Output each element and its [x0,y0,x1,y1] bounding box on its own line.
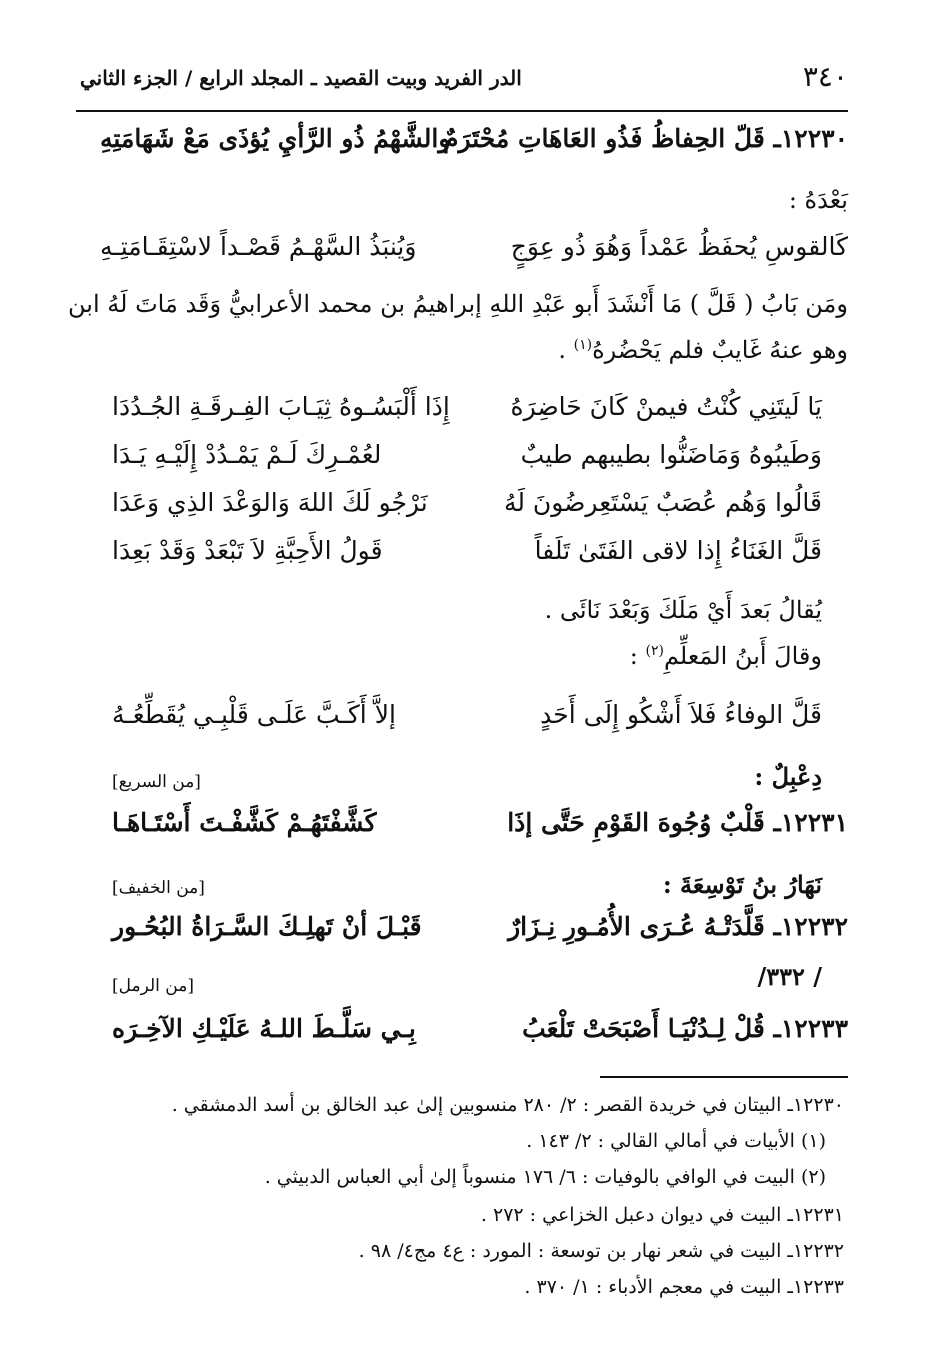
stanza-2-hemistich-2: لعُمْـرِكَ لَـمْ يَمْـدُدْ إِلَيْـهِ يَـدَا [112,440,382,469]
footnote: ١٢٢٣٣ـ البيت في معجم الأدباء : ١/ ٣٧٠ . [524,1276,844,1298]
verse-12232-hemistich-1: ١٢٢٣٢ـ قَلَّدَتْـهُ عُـرَى الأُمُـورِ نِـزَارٌ [508,912,848,941]
stanza-1-hemistich-2: إِذَا أَلْبَسُـوهُ ثِيَـابَ الفِـرقَـةِ الجُـدُدَا [112,392,450,421]
stanza-3-hemistich-1: قَالُوا وَهُم عُصَبٌ يَسْتَعِرضُونَ لَهُ [503,488,822,517]
stanza-2-hemistich-1: وَطَيبُوهُ وَمَاضَنُّوا بطيبهم طيبٌ [520,440,822,469]
after-label: بَعْدَهُ : [788,186,848,214]
ibn-muallim-colon: : [629,642,646,670]
running-title: الدر الفريد وبيت القصيد ـ المجلد الرابع / الجزء الثاني [80,66,522,90]
verse-12230-hemistich-2: والشَّهْمُ ذُو الرَّأيِ يُؤذَى مَعْ شَهَامَتِهِ [100,124,451,153]
footnote: ١٢٢٣٠ـ البيتان في خريدة القصر : ٢/ ٢٨٠ منسوبين إلىٰ عبد الخالق بن أسد الدمشقي . [171,1094,844,1116]
footnote-ref-2: (٢) [645,643,664,659]
stanza-1-hemistich-1: يَا لَيتَنِي كُنْتُ فيمنْ كَانَ حَاضِرَهُ [510,392,822,421]
folio-marker: / ٣٣٢/ [757,962,822,991]
prose-line-2-end: . [558,336,574,364]
verse-wafa-hemistich-2: إلاَّ أَكَـبَّ عَلَـى قَلْبِـي يُقَطِّعُـهُ [112,700,396,729]
yuqal-line: يُقالُ بَعدَ أَيْ مَلَكَ وَبَعْدَ نَائَى . [544,596,822,624]
meter-12232: [من الخفيف] [112,878,205,898]
footnote: ١٢٢٣٢ـ البيت في شعر نهار بن توسعة : المورد : ع٤ مج٤/ ٩٨ . [358,1240,844,1262]
header-rule [76,110,848,112]
verse-12230-hemistich-1: ١٢٢٣٠ـ قَلّ الحِفاظُ فَذُو العَاهَاتِ مُحْتَرَمٌ [442,124,848,153]
page-number: ٣٤٠ [802,60,848,93]
verse-12231-hemistich-1: ١٢٢٣١ـ قَلْبٌ وُجُوهَ القَوْمِ حَتَّى إذَا [507,808,848,837]
verse-wafa-hemistich-1: قَلَّ الوفاءُ فَلاَ أَشْكُو إِلَى أَحَدٍ [540,700,822,729]
verse-12231-hemistich-2: كَشَّفْتَهُـمْ كَشَّفْـتَ أَسْتَـاهَـا [112,808,377,837]
prose-line-1: ومَن بَابُ ( قَلَّ ) مَا أَنْشَدَ أَبو عَبْدِ اللهِ إبراهيمُ بن محمد الأعرابيُّ وَقَد مَاتَ لَهُ ابن [68,290,848,318]
verse-12232-hemistich-2: قَبْـلَ أنْ تَهلِـكَ السَّـرَاةُ البُحُـور [112,912,422,941]
ibn-muallim-line [630,642,822,670]
prose-line-2 [558,336,848,364]
verse-12233-hemistich-1: ١٢٢٣٣ـ قُلْ لِـدُنْيَـا أَصْبَحَتْ تَلْعَبُ [522,1014,848,1043]
ibn-muallim-label: وقالَ أَبنُ المَعلِّمِ [663,642,822,670]
stanza-4-hemistich-1: قَلَّ الغَنَاءُ إِذا لاقى الفَتَىٰ تَلَفاً [534,536,822,565]
footnote: (٢) البيت في الوافي بالوفيات : ٦/ ١٧٦ منسوباً إلىٰ أبي العباس الدبيثي . [264,1166,826,1188]
footnote-rule [600,1076,848,1078]
prose-line-2-text: وهو عنهُ غَايبٌ فلم يَحْضُرهُ [592,336,848,364]
meter-12233: [من الرمل] [112,976,194,996]
poet-nahar: نَهَارُ بنُ تَوْسِعَةَ : [662,870,822,899]
footnote: (١) الأبيات في أمالي القالي : ٢/ ١٤٣ . [526,1130,826,1152]
stanza-4-hemistich-2: قَولُ الأَحِبَّةِ لاَ تَبْعَدْ وَقَدْ بَعِدَا [112,536,383,565]
footnote: ١٢٢٣١ـ البيت في ديوان دعبل الخزاعي : ٢٧٢ . [480,1204,844,1226]
verse-12233-hemistich-2: بِـي سَلَّـطَ اللـهُ عَلَيْـكِ الآخِـرَه [112,1014,416,1043]
meter-12231: [من السريع] [112,772,201,792]
verse-qaws-hemistich-1: كَالقوسِ يُحفَظُ عَمْداً وَهُوَ ذُو عِوَجٍ [510,232,848,261]
stanza-3-hemistich-2: نَرْجُو لَكَ اللهَ وَالوَعْدَ الذِي وَعَدَا [112,488,428,517]
poet-diibil: دِعْبِلٌ : [754,762,822,791]
verse-qaws-hemistich-2: وَيُنبَذُ السَّهْـمُ قَصْـداً لاسْتِقَـامَتِـهِ [100,232,417,261]
footnote-ref-1: (١) [573,337,593,353]
